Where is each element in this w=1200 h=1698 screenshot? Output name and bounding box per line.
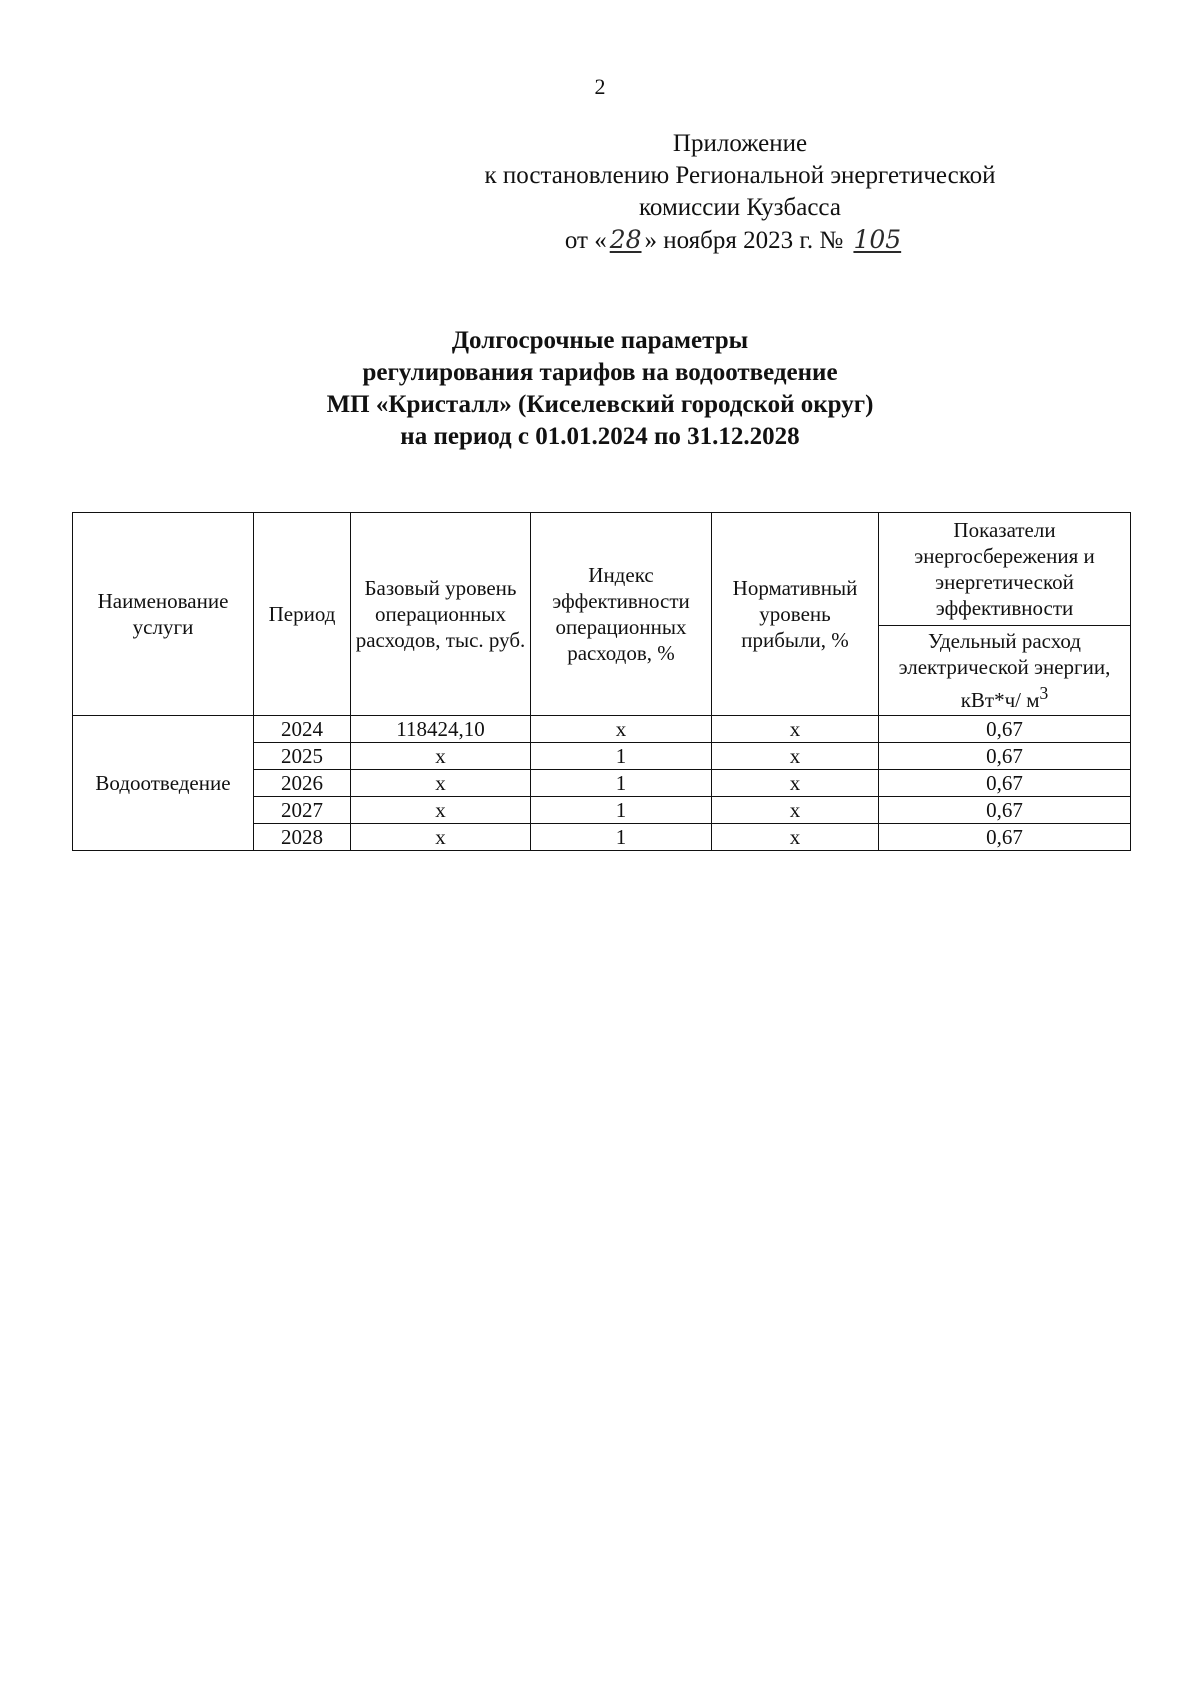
appendix-line-3: комиссии Кузбасса: [639, 194, 841, 221]
header-row-1: [73, 513, 1131, 626]
energy-consumption-cell: 0,67: [879, 716, 1131, 743]
period-cell: 2026: [254, 770, 351, 797]
page-number: 2: [594, 74, 606, 99]
efficiency-index-cell: 1: [531, 824, 712, 851]
date-suffix: » ноября 2023 г. №: [644, 227, 844, 254]
period-cell: 2027: [254, 797, 351, 824]
period-cell: 2028: [254, 824, 351, 851]
energy-consumption-cell: 0,67: [879, 824, 1131, 851]
title-line-3: МП «Кристалл» (Киселевский городской округ): [326, 391, 874, 418]
profit-level-cell: x: [712, 824, 879, 851]
efficiency-index-cell: 1: [531, 797, 712, 824]
title-line-2: регулирования тарифов на водоотведение: [362, 359, 838, 386]
header-service: Наименование услуги: [73, 513, 254, 716]
base-level-cell: 118424,10: [351, 716, 531, 743]
profit-level-cell: x: [712, 716, 879, 743]
efficiency-index-cell: 1: [531, 743, 712, 770]
period-cell: 2025: [254, 743, 351, 770]
header-energy-group: Показатели энергосбережения и энергетической эффективности: [879, 513, 1131, 626]
date-prefix: от «: [564, 227, 607, 254]
profit-level-cell: x: [712, 797, 879, 824]
tariff-parameters-table: [72, 512, 1131, 851]
profit-level-cell: x: [712, 743, 879, 770]
base-level-cell: x: [351, 770, 531, 797]
base-level-cell: x: [351, 743, 531, 770]
title-line-1: Долгосрочные параметры: [451, 327, 749, 354]
energy-specific-label: Удельный расход электрической энергии, кВт*ч/ м: [898, 629, 1111, 712]
header-efficiency-index: Индекс эффективности операционных расходов, %: [531, 513, 712, 716]
service-name-cell: Водоотведение: [73, 716, 254, 851]
document-title: [0, 325, 1200, 453]
appendix-line-1: Приложение: [672, 130, 808, 157]
period-cell: 2024: [254, 716, 351, 743]
efficiency-index-cell: 1: [531, 770, 712, 797]
energy-consumption-cell: 0,67: [879, 743, 1131, 770]
energy-consumption-cell: 0,67: [879, 797, 1131, 824]
table-row: [73, 716, 1131, 743]
header-energy-specific: [879, 626, 1131, 716]
header-profit-level: Нормативный уровень прибыли, %: [712, 513, 879, 716]
handwritten-date-day: 28: [609, 225, 642, 254]
header-base-level: Базовый уровень операционных расходов, тыс. руб.: [351, 513, 531, 716]
header-period: Период: [254, 513, 351, 716]
efficiency-index-cell: x: [531, 716, 712, 743]
handwritten-decree-number: 105: [853, 225, 902, 254]
appendix-line-2: к постановлению Региональной энергетической: [484, 162, 996, 189]
appendix-header: [440, 128, 1040, 257]
energy-consumption-cell: 0,67: [879, 770, 1131, 797]
title-line-4: на период с 01.01.2024 по 31.12.2028: [400, 423, 800, 450]
base-level-cell: x: [351, 797, 531, 824]
profit-level-cell: x: [712, 770, 879, 797]
base-level-cell: x: [351, 824, 531, 851]
unit-superscript: 3: [1039, 683, 1049, 703]
appendix-date-line: [440, 224, 1040, 257]
